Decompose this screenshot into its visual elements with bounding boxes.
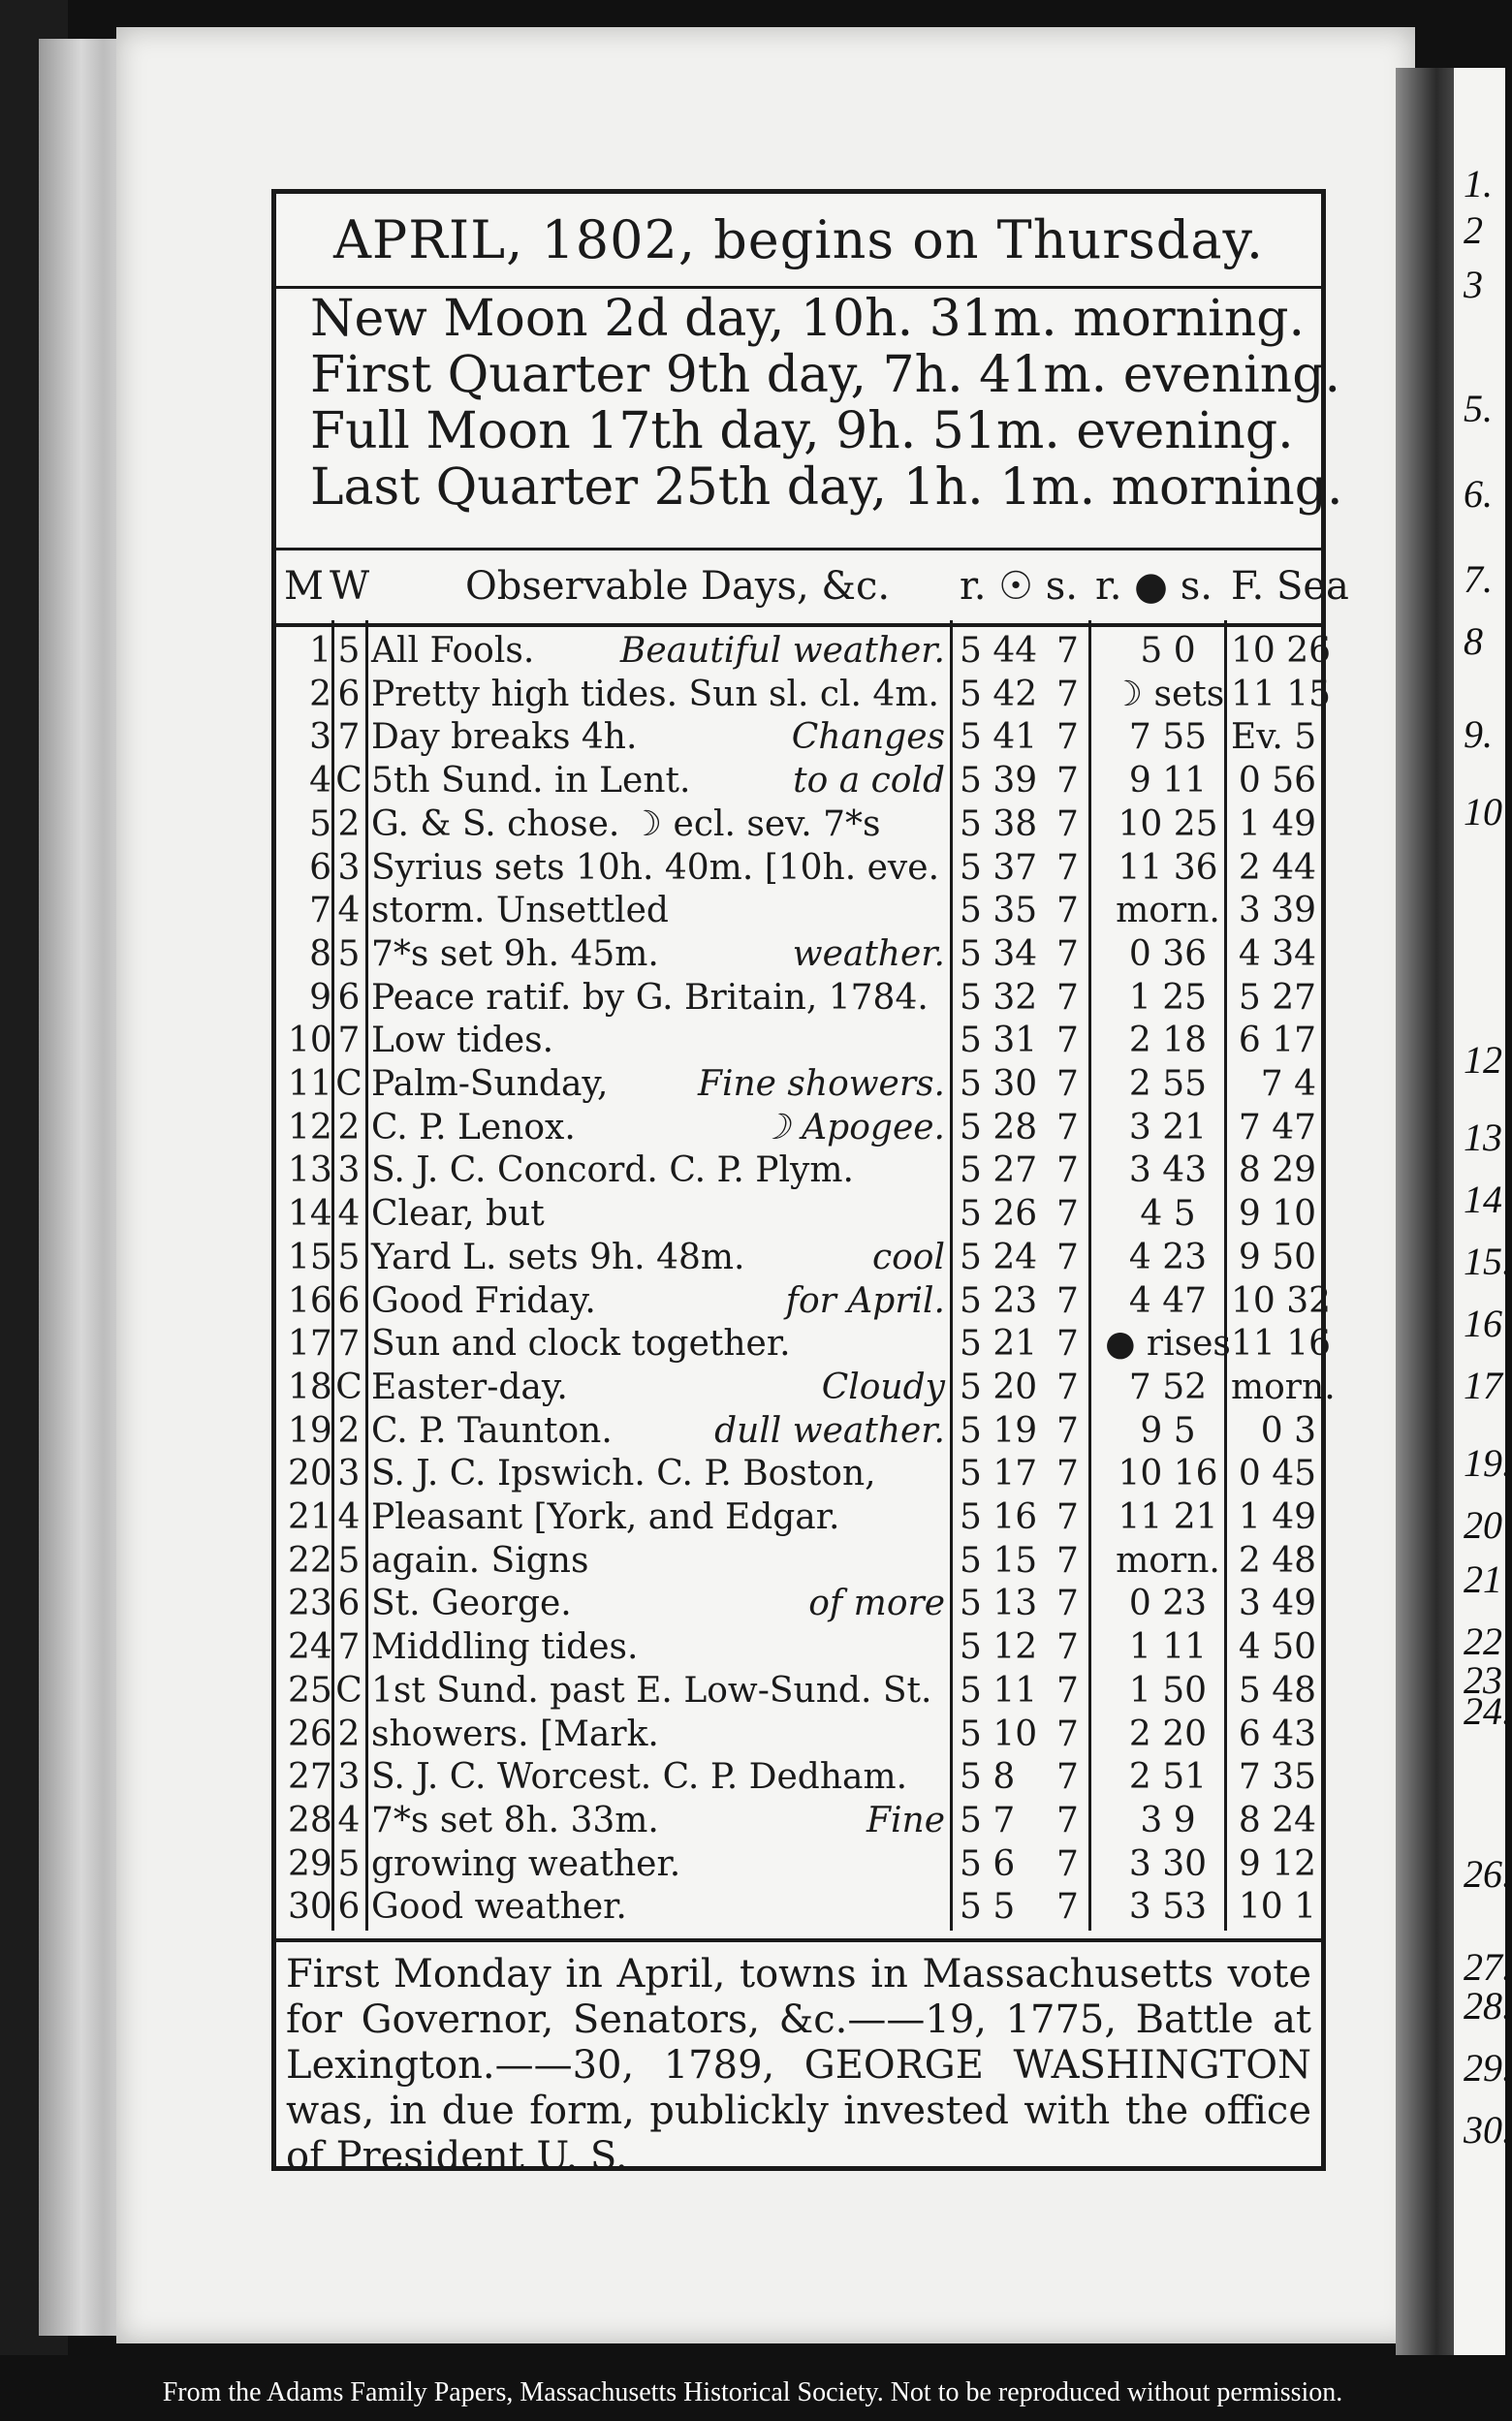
sun-rise: 5 19 [960, 1410, 1038, 1451]
full-sea: 10 32 [1231, 1280, 1332, 1321]
observable-days: Pleasant [York, and Edgar. [371, 1497, 840, 1537]
footer-text: First Monday in April, towns in Massachusetts vote for Governor, Senators, &c.——19, 1775, Battle at Lexington.——30, 1789, GEORGE WASHINGTON was, in due form, publickly invested with the office of President U. S. [286, 1952, 1311, 2179]
table-row [276, 630, 1332, 673]
day-of-week: 3 [337, 1150, 361, 1191]
table-row [276, 716, 1321, 759]
observable-days: Syrius sets 10h. 40m. [10h. eve. [371, 847, 940, 888]
full-sea: 6 43 [1238, 1714, 1316, 1754]
sun-rise: 5 21 [960, 1324, 1038, 1365]
sun-rise: 5 7 [960, 1800, 1016, 1840]
moon-rise-set: 3 21 [1128, 1107, 1208, 1148]
sun-set: 7 [1056, 1843, 1079, 1884]
full-sea: 7 4 [1260, 1064, 1316, 1104]
full-sea: 9 50 [1238, 1237, 1316, 1277]
sun-rise: 5 17 [960, 1454, 1038, 1494]
table-row [276, 933, 1321, 976]
weather-note: ☽ Apogee. [759, 1107, 945, 1148]
day-of-week: 4 [337, 1800, 361, 1840]
day-of-week: 6 [337, 977, 361, 1018]
observable-days: 5th Sund. in Lent. [371, 761, 691, 802]
header-sea: F. Sea [1231, 564, 1349, 609]
weather-note: Cloudy [821, 1367, 945, 1407]
day-of-week: 3 [337, 1757, 361, 1798]
moon-rise-set: 11 21 [1118, 1497, 1218, 1537]
margin-number: 19. [1464, 1441, 1512, 1485]
day-of-week: 7 [337, 1021, 361, 1061]
day-of-week: 5 [337, 1540, 361, 1581]
sun-rise: 5 12 [960, 1627, 1038, 1668]
day-of-month: 17 [288, 1324, 332, 1365]
sun-rise: 5 8 [960, 1757, 1016, 1798]
day-of-week: C [335, 1367, 362, 1407]
table-row [276, 1323, 1332, 1366]
full-sea: 5 48 [1238, 1670, 1316, 1711]
day-of-month: 25 [288, 1670, 332, 1711]
weather-note: Beautiful weather. [619, 631, 945, 671]
day-of-month: 20 [288, 1454, 332, 1494]
observable-days: Day breaks 4h. [371, 717, 638, 758]
day-of-month: 27 [288, 1757, 332, 1798]
table-row [276, 1714, 1321, 1756]
margin-number: 21 [1464, 1557, 1502, 1601]
observable-days: 1st Sund. past E. Low-Sund. St. [371, 1670, 932, 1711]
header-sun: r. ☉ s. [960, 564, 1078, 609]
margin-number: 28. [1464, 1984, 1512, 2028]
day-of-month: 16 [288, 1280, 332, 1321]
observable-days: Sun and clock together. [371, 1324, 791, 1365]
margin-number: 26. [1464, 1852, 1512, 1896]
sun-set: 7 [1056, 891, 1079, 931]
moon-phase-first-quarter: First Quarter 9th day, 7h. 41m. evening. [310, 346, 1341, 404]
day-of-week: 4 [337, 1497, 361, 1537]
sun-rise: 5 35 [960, 891, 1038, 931]
moon-rise-set: 0 23 [1128, 1584, 1208, 1624]
sun-set: 7 [1056, 1497, 1079, 1537]
margin-number: 2 [1464, 208, 1483, 252]
full-sea: 4 50 [1238, 1627, 1316, 1668]
full-sea: 0 56 [1238, 761, 1316, 802]
day-of-month: 4 [309, 761, 331, 802]
sun-set: 7 [1056, 1237, 1079, 1277]
table-row [276, 1583, 1321, 1625]
observable-days: again. Signs [371, 1540, 589, 1581]
full-sea: 11 15 [1231, 674, 1332, 714]
moon-rise-set: 2 55 [1128, 1064, 1208, 1104]
sun-rise: 5 10 [960, 1714, 1038, 1754]
full-sea: 0 3 [1260, 1410, 1316, 1451]
margin-number: 5. [1464, 387, 1493, 430]
table-row [276, 674, 1332, 716]
sun-rise: 5 41 [960, 717, 1038, 758]
margin-number: 9. [1464, 712, 1493, 756]
day-of-month: 15 [288, 1237, 332, 1277]
day-of-week: C [335, 761, 362, 802]
day-of-week: 5 [337, 631, 361, 671]
sun-set: 7 [1056, 1540, 1079, 1581]
moon-rise-set: 7 55 [1128, 717, 1208, 758]
observable-days: All Fools. [371, 631, 535, 671]
moon-rise-set: 5 0 [1140, 631, 1196, 671]
calendar-table [276, 630, 1336, 1931]
sun-rise: 5 32 [960, 977, 1038, 1018]
sun-set: 7 [1056, 1454, 1079, 1494]
moon-rise-set: 2 20 [1128, 1714, 1208, 1754]
weather-note: Fine showers. [697, 1064, 945, 1104]
table-row [276, 1756, 1321, 1799]
day-of-month: 18 [288, 1367, 332, 1407]
observable-days: Palm-Sunday, [371, 1064, 609, 1104]
moon-rise-set: 1 25 [1128, 977, 1208, 1018]
observable-days: Yard L. sets 9h. 48m. [371, 1237, 745, 1277]
moon-rise-set: ☽ sets [1111, 674, 1225, 714]
observable-days: Pretty high tides. Sun sl. cl. 4m. [371, 674, 939, 714]
table-row [276, 890, 1321, 932]
table-row [276, 1540, 1321, 1583]
sun-set: 7 [1056, 1627, 1079, 1668]
observable-days: S. J. C. Ipswich. C. P. Boston, [371, 1454, 876, 1494]
moon-rise-set: 2 51 [1128, 1757, 1208, 1798]
day-of-month: 13 [288, 1150, 332, 1191]
table-row [276, 1670, 1321, 1713]
table-row [276, 1149, 1321, 1192]
day-of-month: 9 [309, 977, 331, 1018]
day-of-week: 4 [337, 1194, 361, 1235]
margin-number: 7. [1464, 557, 1493, 601]
sun-set: 7 [1056, 1021, 1079, 1061]
full-sea: morn. [1231, 1367, 1336, 1407]
weather-note: Changes [791, 717, 945, 758]
day-of-month: 12 [288, 1107, 332, 1148]
observable-days: S. J. C. Concord. C. P. Plym. [371, 1150, 854, 1191]
full-sea: 1 49 [1238, 803, 1316, 844]
day-of-week: 6 [337, 1887, 361, 1928]
table-row [276, 1800, 1321, 1842]
margin-number: 8 [1464, 619, 1483, 663]
full-sea: 2 48 [1238, 1540, 1316, 1581]
day-of-week: 6 [337, 674, 361, 714]
full-sea: 7 47 [1238, 1107, 1316, 1148]
day-of-week: 6 [337, 1584, 361, 1624]
sun-rise: 5 15 [960, 1540, 1038, 1581]
moon-rise-set: 2 18 [1128, 1021, 1208, 1061]
moon-rise-set: morn. [1116, 891, 1220, 931]
day-of-week: 3 [337, 847, 361, 888]
day-of-month: 29 [288, 1843, 332, 1884]
day-of-week: 5 [337, 933, 361, 974]
full-sea: 10 26 [1231, 631, 1332, 671]
table-row [276, 1193, 1321, 1236]
copyright-caption: From the Adams Family Papers, Massachusetts Historical Society. Not to be reproduced without permission. [162, 2377, 1343, 2407]
table-row [276, 977, 1321, 1020]
sun-rise: 5 26 [960, 1194, 1038, 1235]
observable-days: 7*s set 8h. 33m. [371, 1800, 659, 1840]
sun-set: 7 [1056, 1714, 1079, 1754]
moon-rise-set: ● rises [1105, 1324, 1231, 1365]
moon-rise-set: 10 16 [1118, 1454, 1218, 1494]
day-of-month: 11 [288, 1064, 332, 1104]
sun-set: 7 [1056, 1584, 1079, 1624]
moon-rise-set: 3 9 [1140, 1800, 1196, 1840]
table-row [276, 1237, 1321, 1279]
sun-set: 7 [1056, 631, 1079, 671]
moon-rise-set: 4 5 [1140, 1194, 1196, 1235]
sun-set: 7 [1056, 761, 1079, 802]
moon-rise-set: 10 25 [1118, 803, 1218, 844]
weather-note: to a cold [793, 761, 945, 802]
facing-page [1454, 68, 1512, 2355]
observable-days: St. George. [371, 1584, 572, 1624]
weather-note: of more [808, 1584, 945, 1624]
margin-number: 24. [1464, 1689, 1512, 1733]
margin-number: 12 [1464, 1038, 1502, 1082]
margin-number: 29. [1464, 2046, 1512, 2090]
observable-days: C. P. Lenox. [371, 1107, 576, 1148]
header-m: M [284, 564, 324, 609]
sun-rise: 5 38 [960, 803, 1038, 844]
margin-number: 20 [1464, 1503, 1502, 1547]
sun-rise: 5 23 [960, 1280, 1038, 1321]
sun-rise: 5 24 [960, 1237, 1038, 1277]
sun-set: 7 [1056, 1887, 1079, 1928]
day-of-month: 6 [309, 847, 331, 888]
day-of-week: 2 [337, 803, 361, 844]
day-of-month: 19 [288, 1410, 332, 1451]
observable-days: storm. Unsettled [371, 891, 669, 931]
sun-set: 7 [1056, 1194, 1079, 1235]
weather-note: cool [871, 1237, 945, 1277]
day-of-week: 2 [337, 1714, 361, 1754]
moon-phase-last-quarter: Last Quarter 25th day, 1h. 1m. morning. [310, 458, 1343, 517]
moon-phases [310, 290, 1343, 517]
day-of-week: 5 [337, 1843, 361, 1884]
day-of-week: 3 [337, 1454, 361, 1494]
moon-rise-set: 4 47 [1128, 1280, 1208, 1321]
sun-rise: 5 5 [960, 1887, 1016, 1928]
sun-rise: 5 11 [960, 1670, 1038, 1711]
month-title: APRIL, 1802, begins on Thursday. [276, 194, 1321, 289]
day-of-month: 28 [288, 1800, 332, 1840]
almanac-frame [271, 189, 1349, 2179]
sun-rise: 5 20 [960, 1367, 1038, 1407]
day-of-week: C [335, 1064, 362, 1104]
full-sea: 1 49 [1238, 1497, 1316, 1537]
moon-rise-set: 1 50 [1128, 1670, 1208, 1711]
observable-days: Good weather. [371, 1887, 627, 1928]
full-sea: Ev. 5 [1231, 717, 1317, 758]
sun-set: 7 [1056, 1757, 1079, 1798]
day-of-month: 1 [309, 631, 331, 671]
full-sea: 2 44 [1238, 847, 1316, 888]
table-row [276, 1626, 1321, 1669]
moon-rise-set: 4 23 [1128, 1237, 1208, 1277]
sun-set: 7 [1056, 1107, 1079, 1148]
sun-set: 7 [1056, 717, 1079, 758]
observable-days: Easter-day. [371, 1367, 568, 1407]
full-sea: 3 39 [1238, 891, 1316, 931]
observable-days: growing weather. [371, 1843, 681, 1884]
header-w: W [330, 564, 370, 609]
full-sea: 8 29 [1238, 1150, 1316, 1191]
margin-number: 14 [1464, 1178, 1502, 1221]
sun-set: 7 [1056, 977, 1079, 1018]
day-of-month: 2 [309, 674, 331, 714]
moon-rise-set: 1 11 [1128, 1627, 1208, 1668]
day-of-month: 26 [288, 1714, 332, 1754]
sun-rise: 5 42 [960, 674, 1038, 714]
full-sea: 5 27 [1238, 977, 1316, 1018]
table-row [276, 1367, 1336, 1409]
observable-days: Clear, but [371, 1194, 545, 1235]
sun-rise: 5 13 [960, 1584, 1038, 1624]
sun-set: 7 [1056, 1670, 1079, 1711]
observable-days: S. J. C. Worcest. C. P. Dedham. [371, 1757, 908, 1798]
moon-rise-set: 9 11 [1128, 761, 1208, 802]
table-row [276, 1453, 1321, 1495]
full-sea: 9 12 [1238, 1843, 1316, 1884]
weather-note: dull weather. [714, 1410, 945, 1451]
sun-set: 7 [1056, 933, 1079, 974]
moon-rise-set: 3 43 [1128, 1150, 1208, 1191]
sun-set: 7 [1056, 847, 1079, 888]
moon-rise-set: 9 5 [1140, 1410, 1196, 1451]
observable-days: C. P. Taunton. [371, 1410, 613, 1451]
sun-rise: 5 34 [960, 933, 1038, 974]
sun-set: 7 [1056, 1064, 1079, 1104]
observable-days: showers. [Mark. [371, 1714, 659, 1754]
sun-set: 7 [1056, 1150, 1079, 1191]
table-row [276, 1020, 1321, 1062]
weather-note: weather. [792, 933, 945, 974]
table-row [276, 847, 1321, 890]
moon-rise-set: 3 53 [1128, 1887, 1208, 1928]
full-sea: 11 16 [1231, 1324, 1332, 1365]
day-of-month: 8 [309, 933, 331, 974]
sun-rise: 5 39 [960, 761, 1038, 802]
sun-rise: 5 31 [960, 1021, 1038, 1061]
observable-days: G. & S. chose. ☽ ecl. sev. 7*s [371, 803, 881, 844]
day-of-month: 21 [288, 1497, 332, 1537]
margin-number: 1. [1464, 162, 1493, 205]
day-of-week: 4 [337, 891, 361, 931]
margin-number: 23 [1464, 1658, 1502, 1702]
sun-set: 7 [1056, 674, 1079, 714]
margin-number: 15. [1464, 1240, 1512, 1283]
day-of-week: 7 [337, 1324, 361, 1365]
observable-days: Middling tides. [371, 1627, 639, 1668]
margin-number: 30. [1464, 2108, 1512, 2152]
sun-set: 7 [1056, 1410, 1079, 1451]
table-row [276, 1107, 1321, 1149]
footer-note [276, 1938, 1321, 2180]
sun-set: 7 [1056, 803, 1079, 844]
day-of-month: 23 [288, 1584, 332, 1624]
full-sea: 9 10 [1238, 1194, 1316, 1235]
day-of-month: 14 [288, 1194, 332, 1235]
observable-days: Good Friday. [371, 1280, 596, 1321]
table-row [276, 1843, 1321, 1886]
table-row [276, 803, 1321, 846]
margin-number: 3 [1464, 263, 1483, 306]
sun-rise: 5 16 [960, 1497, 1038, 1537]
moon-rise-set: morn. [1116, 1540, 1220, 1581]
margin-number: 22 [1464, 1619, 1502, 1663]
moon-phase-full: Full Moon 17th day, 9h. 51m. evening. [310, 402, 1294, 460]
full-sea: 8 24 [1238, 1800, 1316, 1840]
table-row [276, 1496, 1321, 1539]
day-of-week: 5 [337, 1237, 361, 1277]
moon-rise-set: 7 52 [1128, 1367, 1208, 1407]
margin-number: 13 [1464, 1116, 1502, 1159]
day-of-month: 24 [288, 1627, 332, 1668]
day-of-week: 2 [337, 1107, 361, 1148]
full-sea: 3 49 [1238, 1584, 1316, 1624]
margin-number: 6. [1464, 472, 1493, 516]
day-of-month: 22 [288, 1540, 332, 1581]
full-sea: 7 35 [1238, 1757, 1316, 1798]
table-row [276, 760, 1321, 802]
table-row [276, 1886, 1321, 1929]
day-of-week: 6 [337, 1280, 361, 1321]
table-row [276, 1280, 1332, 1323]
day-of-month: 30 [288, 1887, 332, 1928]
sun-rise: 5 27 [960, 1150, 1038, 1191]
moon-rise-set: 11 36 [1118, 847, 1218, 888]
moon-phase-new: New Moon 2d day, 10h. 31m. morning. [310, 290, 1306, 348]
weather-note: for April. [785, 1280, 945, 1321]
sun-set: 7 [1056, 1324, 1079, 1365]
sun-set: 7 [1056, 1280, 1079, 1321]
table-row [276, 1410, 1321, 1453]
observable-days: Peace ratif. by G. Britain, 1784. [371, 977, 929, 1018]
sun-rise: 5 37 [960, 847, 1038, 888]
full-sea: 0 45 [1238, 1454, 1316, 1494]
full-sea: 10 1 [1238, 1887, 1316, 1928]
header-moon: r. ● s. [1095, 564, 1213, 609]
observable-days: 7*s set 9h. 45m. [371, 933, 659, 974]
sun-rise: 5 6 [960, 1843, 1016, 1884]
day-of-month: 10 [288, 1021, 332, 1061]
day-of-week: 7 [337, 717, 361, 758]
weather-note: Fine [866, 1800, 945, 1840]
full-sea: 4 34 [1238, 933, 1316, 974]
moon-rise-set: 0 36 [1128, 933, 1208, 974]
day-of-month: 5 [309, 803, 331, 844]
table-row [276, 1063, 1321, 1106]
sun-rise: 5 44 [960, 631, 1038, 671]
margin-number: 16 [1464, 1302, 1502, 1345]
sun-rise: 5 28 [960, 1107, 1038, 1148]
table-header [276, 548, 1349, 627]
day-of-week: C [335, 1670, 362, 1711]
day-of-month: 7 [309, 891, 331, 931]
sun-set: 7 [1056, 1367, 1079, 1407]
header-observable: Observable Days, &c. [465, 564, 891, 609]
day-of-month: 3 [309, 717, 331, 758]
day-of-week: 7 [337, 1627, 361, 1668]
observable-days: Low tides. [371, 1021, 554, 1061]
moon-rise-set: 3 30 [1128, 1843, 1208, 1884]
sun-set: 7 [1056, 1800, 1079, 1840]
day-of-week: 2 [337, 1410, 361, 1451]
full-sea: 6 17 [1238, 1021, 1316, 1061]
margin-number: 17 [1464, 1364, 1502, 1407]
margin-number: 10 [1464, 790, 1502, 833]
margin-number: 27. [1464, 1945, 1512, 1989]
sun-rise: 5 30 [960, 1064, 1038, 1104]
